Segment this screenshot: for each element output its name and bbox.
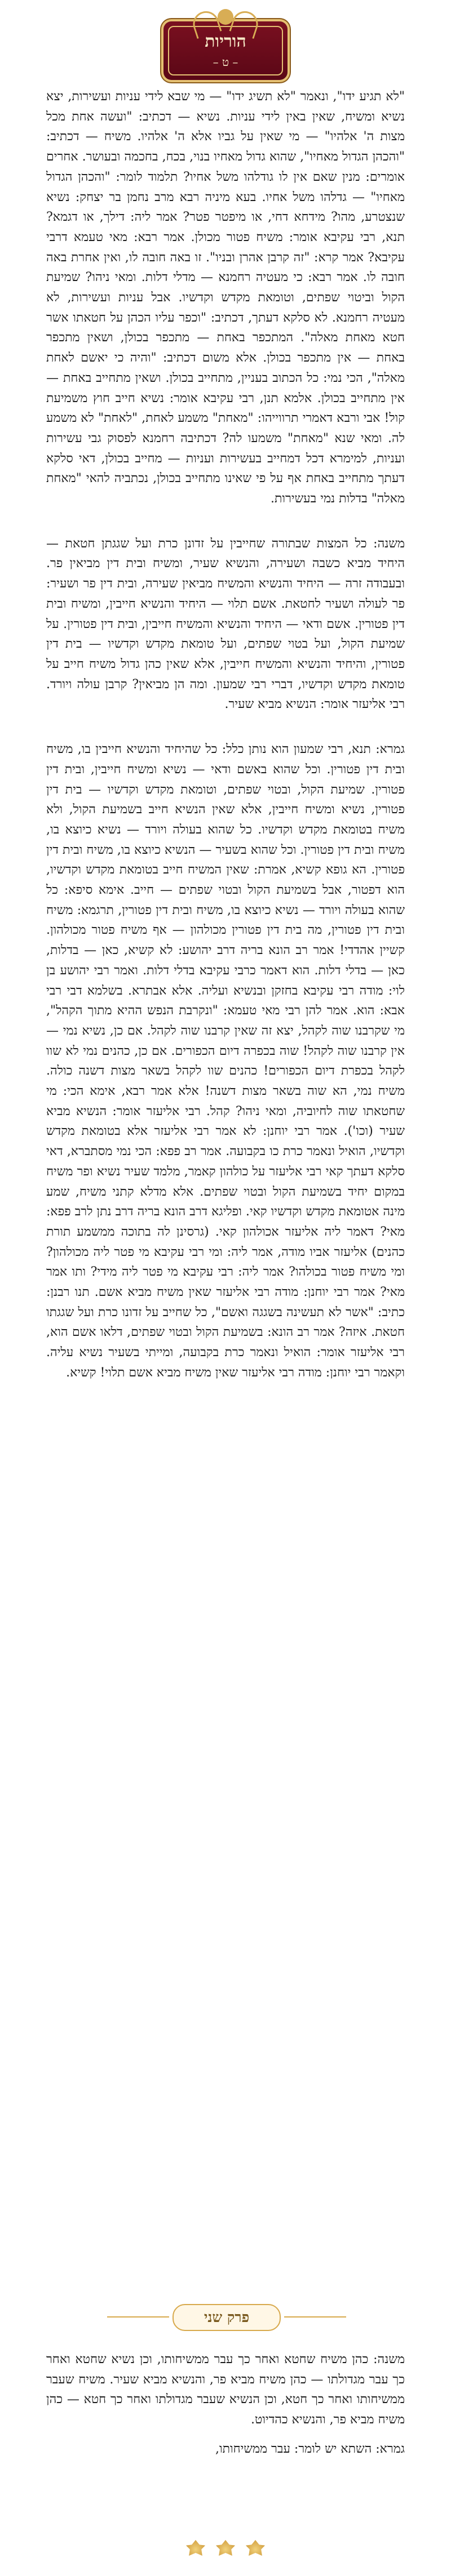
page-number: – ט –: [213, 55, 238, 69]
chapter-divider: [173, 2304, 281, 2331]
intro-paragraph: "לא תגיע ידו", ונאמר "לא תשיג ידו" — מי שבא לידי עניות ועשירות, יצא נשיא ומשיח, שאין באין לידי עניות. נשיא — דכתיב: "ועשה אחת מכל מצות ה' אלהיו" — מי שאין על גביו אלא ה' אלהיו. משיח — דכתיב: "והכהן הגדול מאחיו", שהוא גדול מאחיו בנוי, בכח, בחכמה ובעושר. אחרים אומרים: מנין שאם אין לו גודלהו משל אחיו? תלמוד לומר: "והכהן הגדול מאחיו" — גדלהו משל אחיו. בעא מיניה רבא מרב נחמן בר יצחק: נשיא שנצטרע, מהו? מידחא דחי, או מיפטר פטר? אמר ליה: דילך, או דגמא? תנא, רבי עקיבא אומר: משיח פטור מכולן. אמר רבא: מאי טעמא דרבי עקיבא? אמר קרא: "זה קרבן אהרן ובניו". זו באה חובה לו, ואין אחרת באה חובה לו. אמר רבא: כי מעטיה רחמנא — מדלי דלות. ומאי ניהו? שמיעת הקול וביטוי שפתים, וטומאת מקדש וקדשיו. אבל עניות ועשירות, לא מעטיה רחמנא. לא סלקא דעתך, דכתיב: "וכפר עליו הכהן על חטאתו אשר חטא מאחת מאלה". המתכפר באחת — מתכפר בכולן, ושאין מתכפר באחת — אין מתכפר בכולן. אלא משום דכתיב: "והיה כי יאשם לאחת מאלה", הכי נמי: כל הכתוב בעניין, מתחייב בכולן. ושאין מתחייב באחת — אין מתחייב בכולן. אלמא תנן, רבי עקיבא אומר: נשיא חייב חוץ משמיעת קול! אבי ורבא דאמרי תרווייהו: "מאחת" משמע לאחת, "לאחת" לא משמע לה. ומאי שנא "מאחת" משמעו לה? דכתיבה רחמנא לפסוק גבי עשירות ועניות, למימרא דכל דמחייב בעשירות ועניות — מחייב בכולן, דאי סלקא דעתך מתחייב באחת אף על פי שאינו מתחייב בכולן, נכתביה להאי "מאחת מאלה" בדלות נמי בעשירות.: [46, 90, 405, 506]
bottom-ornament: [186, 2540, 265, 2556]
tractate-title: הוריות: [205, 32, 246, 51]
tractate-header: [163, 21, 288, 80]
ornament-leaf-icon: [186, 2540, 205, 2556]
mishnah-2-paragraph: משנה: כהן משיח שחטא ואחר כך עבר ממשיחותו, וכן נשיא שחטא ואחר כך עבר מגדולתו — כהן משיח מביא פר, והנשיא מביא שעיר. משיח שעבר ממשיחותו ואחר כך חטא, וכן הנשיא שעבר מגדולתו ואחר כך חטא — כהן משיח מביא פר, והנשיא כהדיוט.: [46, 2352, 405, 2427]
ornament-leaf-icon: [246, 2540, 265, 2556]
gemara-paragraph: גמרא: תנא, רבי שמעון הוא נותן כלל: כל שהיחיד והנשיא חייבין בו, משיח ובית דין פטורין. וכל שהוא באשם ודאי — נשיא ומשיח חייבין, ובית דין פטורין. שמיעת הקול, ובטוי שפתים, וטומאת מקדש וקדשיו — בית דין פטורין, נשיא ומשיח חייבין, אלא שאין הנשיא חייב בשמיעת הקול, ולא משיח בטומאת מקדש וקדשיו. כל שהוא בעולה ויורד — נשיא כיוצא בו, משיח ובית דין פטורין. וכל שהוא בשעיר — הנשיא כיוצא בו, משיח ובית דין פטורין. הא גופא קשיא, אמרת: שאין המשיח חייב בטומאת מקדש וקדשיו, הוא דפטור, אבל בשמיעת הקול ובטוי שפתים — חייב. אימא סיפא: כל שהוא בעולה ויורד — נשיא כיוצא בו, משיח ובית דין פטורין, תרגמא: משיח ובית דין פטורין, מה בית דין פטורין מכולהון — אף משיח פטור מכולהון. קשיין אהדדי! אמר רב הונא בריה דרב יהושע: לא קשיא, כאן — בדלות, כאן — בדלי דלות. הוא דאמר כרבי עקיבא בדלי דלות. ואמר רבי יהושע בן לוי: מודה רבי עקיבא בחזקן ובנשיא ועליה. אלא אבתרא. בשלמא דבי רבי אבא: הוא. אמר להן רבי מאי טעמא: "ונקרבת הנפש ההיא מתוך הקהל", מי שקרבנו שוה לקהל, יצא זה שאין קרבנו שוה לקהל. אם כן, נשיא נמי — אין קרבנו שוה לקהל! שוה בכפרה דיום הכפורים. אם כן, כהנים נמי לא שוו לקהל בכפרת דיום הכפורים! כהנים שוו לקהל בשאר מצות דשנה כולה. משיח נמי, הא שוה בשאר מצות דשנה! אלא אמר רבא, אימא הכי: מי שחטאתו שוה לחיוביה, ומאי ניהו? קהל. רבי אליעזר אומר: הנשיא מביא שעיר (וכו'). אמר רבי יוחנן: לא אמר רבי אליעזר אלא בטומאת מקדש וקדשיו, הואיל ונאמר כרת כו בקבועה. אמר רב פפא: הכי נמי מסתברא, דאי סלקא דעתך קאי רבי אליעזר על כולהון קאמר, מלמד שעיר נשיא ופר משיח במקום יחיד בשמיעת הקול ובטוי שפתים. אלא מדלא קתני משיח, שמע מינה אטומאת מקדש וקדשיו קאי. ופליגא דרב הונא בריה דרב נתן לרב פפא: מאי? דאמר ליה אליעזר אכולהון קאי. (גרסינן לה בתוכה ממשמע תורת כהנים) אליעזר אביו מודה, אמר ליה: ומי רבי עקיבא מי פטר ליה מכולהון? ומי משיח פטור בכולהו? אמר ליה: רבי עקיבא מי פטר ליה מידי? ותו אמר מאי? אמר רבי יוחנן: מודה רבי אליעזר שאין משיח מביא אשם. תנו רבנן: כתיב: "אשר לא תעשינה בשגגה ואשם", כל שחייב על זדונו כרת ועל שגגתו חטאת. איזה? אמר רב הונא: בשמיעת הקול ובטוי שפתים, דלאו אשם הוא, רבי אליעזר אומר: הואיל ונאמר כרת בקבועה, ומייתי בשעיר נשיא עליה. וקאמר רבי יוחנן: מודה רבי אליעזר שאין משיח מביא אשם תלוי! קשיא.: [46, 742, 405, 1380]
mishnah-paragraph: משנה: כל המצות שבתורה שחייבין על זדונן כרת ועל שגגתן חטאת — היחיד מביא כשבה ושעירה, והנשיא שעיר, ומשיח ובית דין מביאין פר. ובעבודה זרה — היחיד והנשיא והמשיח מביאין שעירה, ובית דין פר ושעיר: פר לעולה ושעיר לחטאת. אשם תלוי — היחיד והנשיא חייבין, ומשיח ובית דין פטורין. אשם ודאי — היחיד והנשיא והמשיח חייבין, ובית דין פטורין. על שמיעת הקול, ועל בטוי שפתים, ועל טומאת מקדש וקדשיו — בית דין פטורין, והיחיד והנשיא והמשיח חייבין, אלא שאין כהן גדול משיח חייב על טומאת מקדש וקדשיו, דברי רבי שמעון. ומה הן מביאין? קרבן עולה ויורד. רבי אליעזר אומר: הנשיא מביא שעיר.: [46, 536, 405, 712]
chapter-label: פרק שני: [204, 2309, 250, 2325]
chapter-two-column: [46, 2350, 405, 2459]
crest-top-ornament: [218, 9, 233, 25]
gemara-2-paragraph: גמרא: השתא יש לומר: עבר ממשיחותו,: [215, 2441, 405, 2456]
main-text-column: [46, 87, 405, 1383]
ornament-leaf-icon: [216, 2540, 235, 2556]
